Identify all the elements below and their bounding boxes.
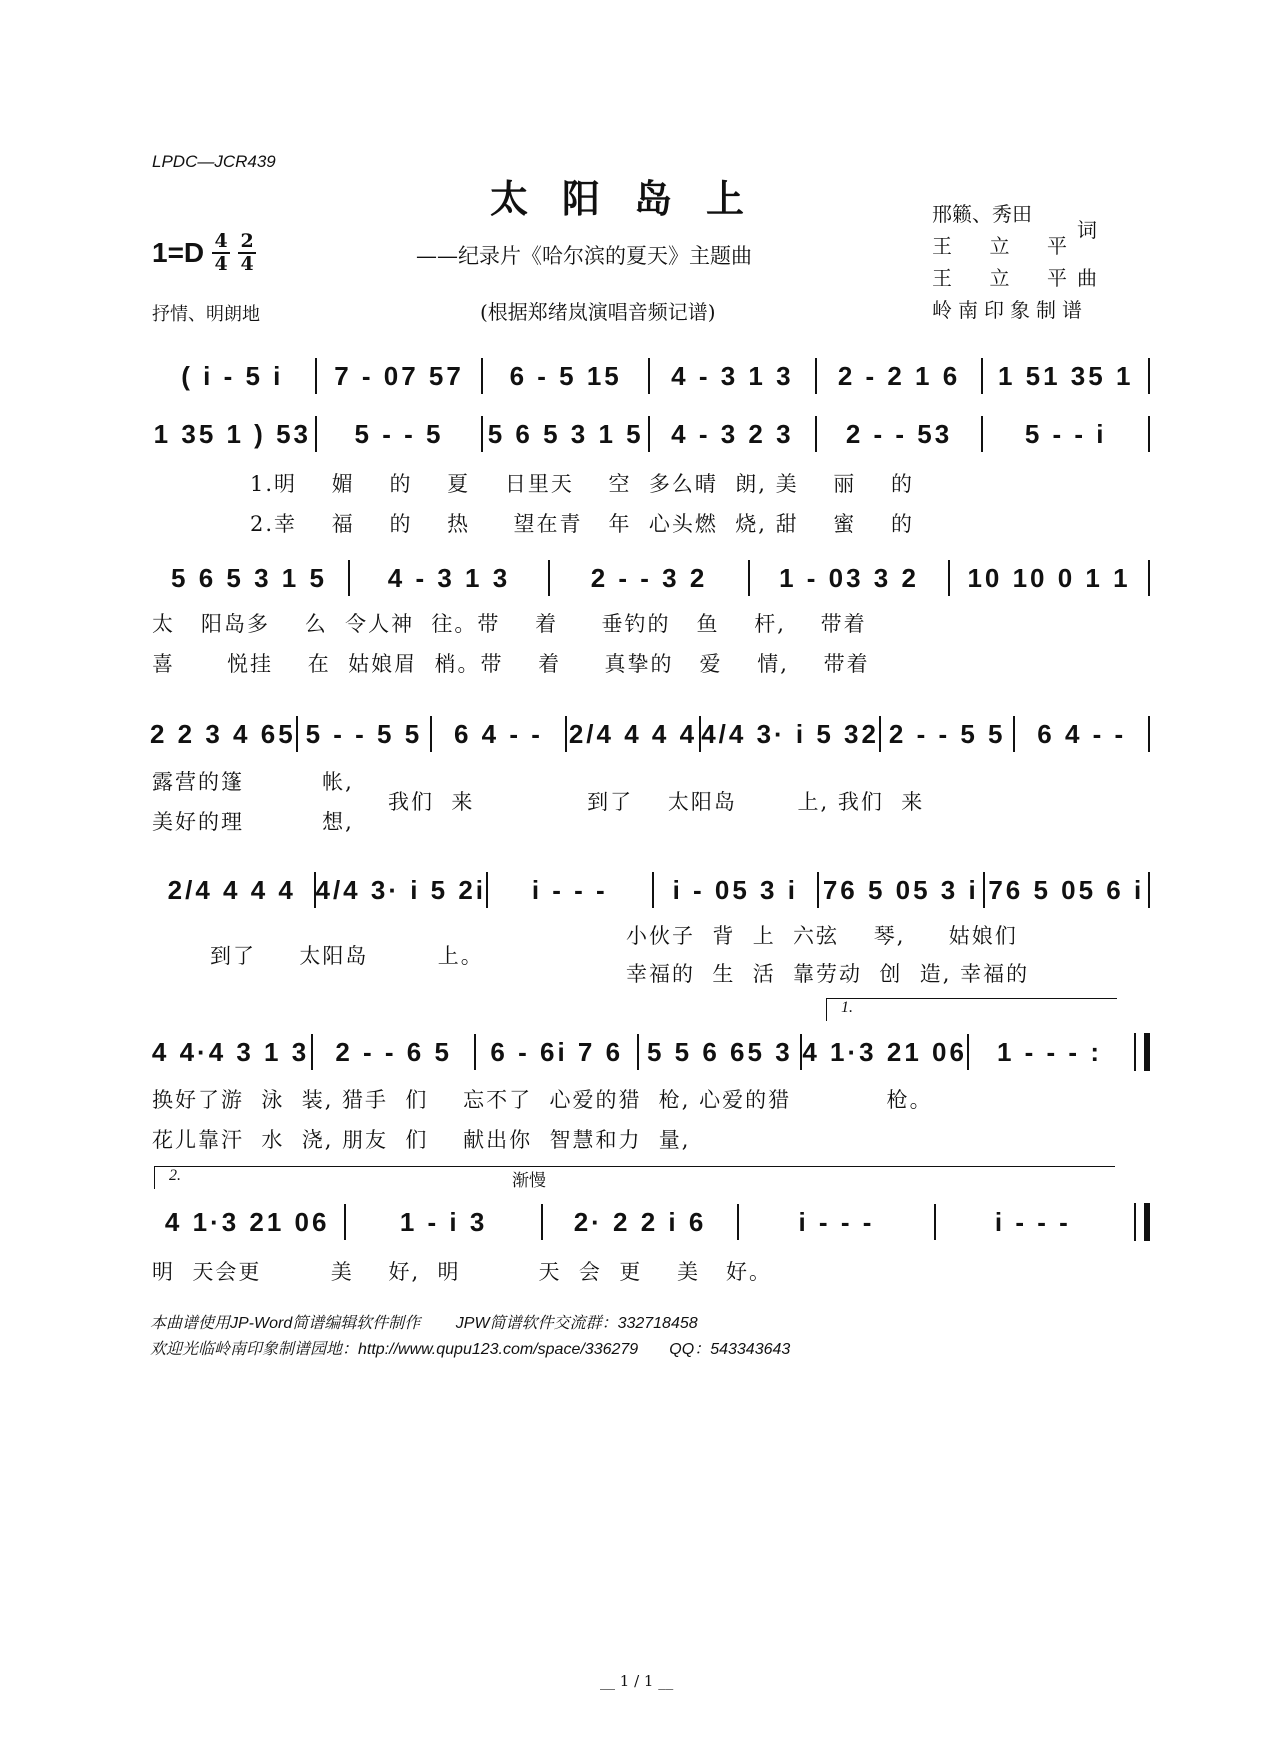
time-signature-2-4: $\frac{2}{4}$ <box>238 232 256 274</box>
measure: 2/4 4 4 4 <box>167 874 296 905</box>
subtitle: ——纪录片《哈尔滨的夏天》主题曲 <box>416 244 752 268</box>
lyrics-shared: 到了 太阳岛 上。 <box>210 944 484 968</box>
lyrics-verse-1: 露营的篷 帐, <box>152 770 354 794</box>
score-line-2 <box>150 414 1150 454</box>
lyric-label: 词 <box>1077 218 1097 242</box>
measure: 5 - - 5 <box>354 418 444 449</box>
key-label: 1=D <box>152 237 205 268</box>
lyrics-verse-2: 花儿靠汗 水 浇, 朋友 们 献出你 智慧和力 量, <box>152 1128 691 1152</box>
measure: 6 - 6i 7 6 <box>490 1036 624 1067</box>
lyrics-verse-2: 美好的理 想, <box>152 810 354 834</box>
volta-1-bracket <box>826 998 1117 1021</box>
measure: i - 05 3 i <box>672 874 798 905</box>
measure: 5 5 6 65 3 <box>647 1036 793 1067</box>
lyricists-row-2: 王 立 平 <box>932 234 1067 258</box>
measure: 2· 2 2 i 6 <box>573 1206 707 1237</box>
key-signature <box>152 232 256 274</box>
measure: 1 35 1 ) 53 <box>153 418 311 449</box>
composer-label: 曲 <box>1077 266 1097 290</box>
transcription-note: (根据郑绪岚演唱音频记谱) <box>480 300 716 324</box>
measure: 5 6 5 3 1 5 <box>171 562 327 593</box>
measure: 10 10 0 1 1 <box>967 562 1131 593</box>
final-barline <box>1134 1203 1150 1241</box>
measure: 7 - 07 57 <box>334 360 464 391</box>
measure: 5 6 5 3 1 5 <box>487 418 644 449</box>
measure: 2 2 3 4 65 <box>150 718 296 749</box>
measure: 4/4 3· i 5 32 <box>701 718 879 749</box>
measure: i - - - <box>798 1206 875 1237</box>
lyrics-shared: 我们 来 到了 太阳岛 上, 我们 来 <box>388 790 925 814</box>
measure: 5 - - i <box>1024 418 1107 449</box>
credits <box>932 198 1097 326</box>
measure: 1 - - - : <box>996 1036 1102 1067</box>
measure: ( i - 5 i <box>181 360 284 391</box>
measure: 6 4 - - <box>1037 718 1127 749</box>
measure: 2 - - 53 <box>845 418 953 449</box>
measure: 2 - - 6 5 <box>335 1036 452 1067</box>
measure: 76 5 05 6 i <box>988 874 1145 905</box>
measure: 2 - 2 1 6 <box>837 360 961 391</box>
lyrics-verse-1: 小伙子 背 上 六弦 琴, 姑娘们 <box>626 924 1018 948</box>
score-line-3 <box>150 558 1150 598</box>
footer-website-credit: 欢迎光临岭南印象制谱园地：http://www.qupu123.com/space/336279 QQ：543343643 <box>150 1341 791 1358</box>
volta-1-label: 1. <box>841 999 853 1016</box>
score-line-7 <box>150 1202 1150 1242</box>
lyricists-row-1: 邢籁、秀田 <box>932 202 1032 226</box>
lyrics-verse-2: 幸福的 生 活 靠劳动 创 造, 幸福的 <box>626 962 1030 986</box>
measure: 4 - 3 2 3 <box>671 418 794 449</box>
lyrics-verse-1: 换好了游 泳 装, 猎手 们 忘不了 心爱的猎 枪, 心爱的猎 枪。 <box>152 1088 933 1112</box>
song-title: 太阳岛上 <box>490 176 779 221</box>
measure: 6 - 5 15 <box>509 360 622 391</box>
measure: 4 1·3 21 06 <box>164 1206 330 1237</box>
measure: 4 - 3 1 3 <box>671 360 794 391</box>
measure: 2 - - 5 5 <box>888 718 1006 749</box>
score-line-1 <box>150 356 1150 396</box>
score-line-6 <box>150 1032 1150 1072</box>
measure: 4 4·4 3 1 3 <box>151 1036 310 1067</box>
measure: 1 51 35 1 <box>997 360 1134 391</box>
measure: 4 1·3 21 06 <box>802 1036 967 1067</box>
volta-2-bracket <box>154 1166 1115 1189</box>
lyrics-verse-1: 太 阳岛多 么 令人神 往。带 着 垂钓的 鱼 杆, 带着 <box>152 612 867 636</box>
lyrics-verse-2: 喜 悦挂 在 姑娘眉 梢。带 着 真挚的 爱 情, 带着 <box>152 652 870 676</box>
measure: 5 - - 5 5 <box>305 718 423 749</box>
measure: i - - - <box>531 874 608 905</box>
measure: 1 - i 3 <box>399 1206 488 1237</box>
score-line-4 <box>150 714 1150 754</box>
lyrics-verse-2: 2.幸 福 的 热 望在青 年 心头燃 烧, 甜 蜜 的 <box>250 512 914 536</box>
volta-2-label: 2. <box>169 1167 181 1184</box>
lyrics-ending: 明 天会更 美 好, 明 天 会 更 美 好。 <box>152 1260 772 1284</box>
measure: 2 - - 3 2 <box>590 562 708 593</box>
measure: 2/4 4 4 4 <box>568 718 698 749</box>
time-signature-4-4: $\frac{4}{4}$ <box>212 232 230 274</box>
page-number: __ 1 / 1 __ <box>600 1672 674 1690</box>
measure: 4/4 3· i 5 2i <box>315 874 487 905</box>
tempo-marking: 抒情、明朗地 <box>152 304 260 324</box>
composer-row: 王 立 平 曲 <box>932 262 1097 294</box>
footer-software-credit: 本曲谱使用JP-Word简谱编辑软件制作 JPW简谱软件交流群：332718458 <box>150 1315 698 1332</box>
repeat-end-barline <box>1134 1033 1150 1071</box>
lyrics-verse-1: 1.明 媚 的 夏 日里天 空 多么晴 朗, 美 丽 的 <box>250 472 914 496</box>
measure: 76 5 05 3 i <box>822 874 979 905</box>
score-line-5 <box>150 870 1150 910</box>
tempo-change-marking: 渐慢 <box>512 1171 546 1190</box>
measure: 6 4 - - <box>453 718 543 749</box>
measure: 4 - 3 1 3 <box>387 562 511 593</box>
arranger-row: 岭南印象制谱 <box>932 298 1088 322</box>
measure: 1 - 03 3 2 <box>779 562 919 593</box>
score-code: LPDC—JCR439 <box>152 152 276 171</box>
measure: i - - - <box>994 1206 1071 1237</box>
